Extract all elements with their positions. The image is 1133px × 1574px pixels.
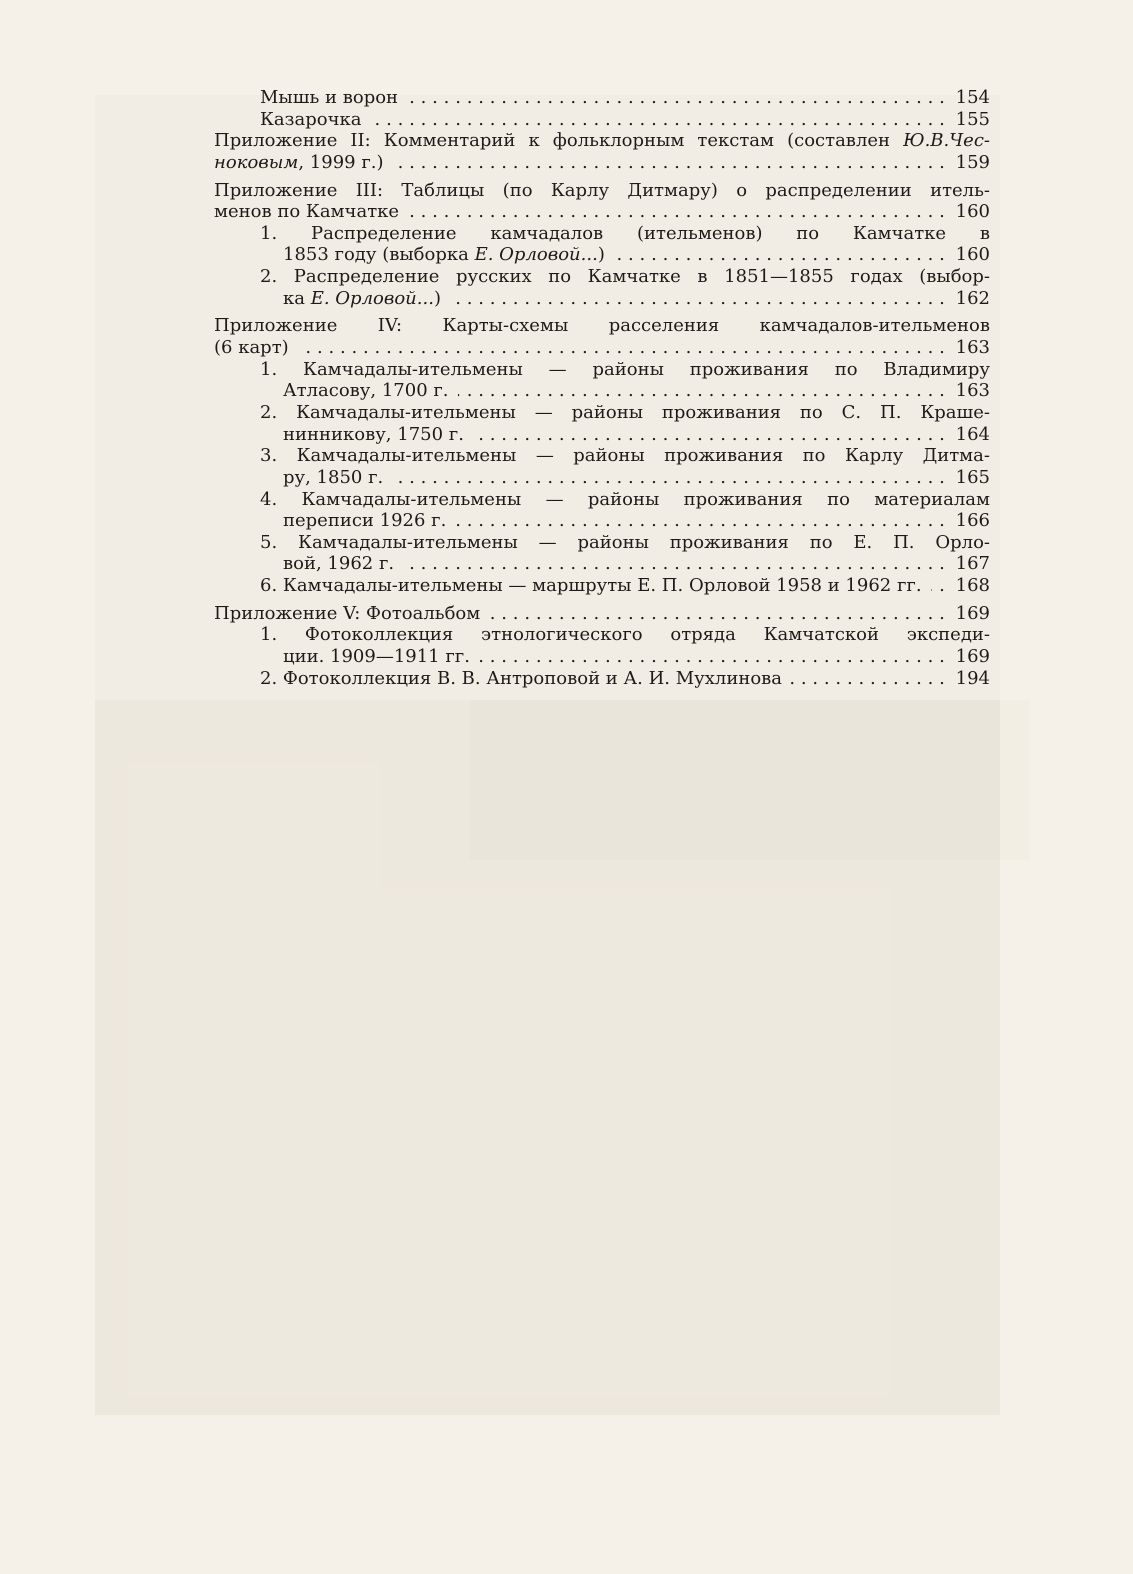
entry-line xyxy=(214,152,990,174)
entry-title xyxy=(283,646,470,668)
entry-text: ка xyxy=(283,287,311,309)
appendix-entry xyxy=(214,315,990,358)
appendix-section xyxy=(214,315,990,596)
entry-text: 1. Распределение камчадалов (ительменов) по Камчатке в xyxy=(260,222,990,244)
entry-line xyxy=(260,109,990,131)
emphasized-text: Е. Орловой... xyxy=(474,244,598,266)
entry-line xyxy=(260,467,990,489)
toc-subentry xyxy=(260,223,990,266)
entry-line xyxy=(260,424,990,446)
emphasized-text: Е. Орловой... xyxy=(310,287,434,309)
entry-text: 2. Распределение русских по Камчатке в 1851—1855 годах (выбор- xyxy=(260,266,990,288)
dot-leader xyxy=(407,87,951,109)
entry-line xyxy=(260,489,990,511)
toc-subentry xyxy=(260,668,990,690)
entry-title xyxy=(283,288,441,310)
page-number: 165 xyxy=(955,466,990,488)
entry-text: ции. 1909—1911 гг. xyxy=(283,646,470,668)
entry-line xyxy=(260,575,990,597)
toc-subentry xyxy=(260,445,990,488)
entry-line xyxy=(214,180,990,202)
dot-leader xyxy=(473,424,951,446)
appendix-section xyxy=(214,130,990,173)
toc-subentry xyxy=(260,87,990,109)
dot-leader xyxy=(393,152,951,174)
entry-title xyxy=(260,668,782,690)
entry-text: переписи 1926 г. xyxy=(283,510,447,532)
entry-title xyxy=(260,109,361,131)
entry-title xyxy=(214,337,289,359)
dot-leader xyxy=(455,510,950,532)
entry-text: Приложение V: Фотоальбом xyxy=(214,602,481,624)
entry-line xyxy=(260,266,990,288)
entry-text: менов по Камчатке xyxy=(214,201,400,223)
entry-text: Казарочка xyxy=(260,108,362,130)
entry-text: 2. Камчадалы-ительмены — районы проживания по С. П. Краше- xyxy=(260,401,990,423)
dot-leader xyxy=(392,467,950,489)
entry-text: 1853 году (выборка xyxy=(283,244,475,266)
appendix-entry xyxy=(214,180,990,223)
entry-line xyxy=(260,87,990,109)
emphasized-text: Ю.В.Чес- xyxy=(903,130,990,152)
dot-leader xyxy=(458,380,951,402)
entry-text: Приложение II: Комментарий к фольклорным текстам (составлен xyxy=(214,130,904,152)
dot-leader xyxy=(408,201,951,223)
page-number: 154 xyxy=(955,87,990,108)
dot-leader xyxy=(791,668,951,690)
dot-leader xyxy=(614,244,951,266)
entry-title xyxy=(214,603,480,625)
entry-text: 5. Камчадалы-ительмены — районы проживания по Е. П. Орло- xyxy=(260,531,990,553)
continued-items xyxy=(260,87,990,130)
entry-title xyxy=(260,575,922,597)
dot-leader xyxy=(489,603,950,625)
appendix-section xyxy=(214,603,990,690)
toc-subentry xyxy=(260,266,990,309)
entry-text: 3. Камчадалы-ительмены — районы проживания по Карлу Дитма- xyxy=(260,445,990,467)
entry-line xyxy=(260,244,990,266)
dot-leader xyxy=(370,109,950,131)
entry-text: ) xyxy=(597,244,605,266)
page-number: 160 xyxy=(955,201,990,223)
entry-text: 4. Камчадалы-ительмены — районы проживания по материалам xyxy=(260,488,990,510)
entry-title xyxy=(283,510,446,532)
emphasized-text: ноковым xyxy=(214,151,299,173)
entry-line xyxy=(260,359,990,381)
entry-text: , 1999 г.) xyxy=(298,151,384,173)
toc-subentry xyxy=(260,532,990,575)
entry-line xyxy=(214,337,990,359)
toc-subentry xyxy=(260,109,990,131)
page-number: 169 xyxy=(955,602,990,624)
entry-text: ру, 1850 г. xyxy=(283,466,384,488)
entry-title xyxy=(214,152,384,174)
page-number: 167 xyxy=(955,553,990,575)
page-number: 163 xyxy=(955,380,990,402)
entry-line xyxy=(260,646,990,668)
entry-line xyxy=(260,624,990,646)
entry-text: вой, 1962 г. xyxy=(283,553,395,575)
appendix-section xyxy=(214,180,990,310)
entry-text: Мышь и ворон xyxy=(260,87,399,108)
entry-text: 2. Фотоколлекция В. В. Антроповой и А. И. Мухлинова xyxy=(260,667,783,689)
toc-subentry xyxy=(260,359,990,402)
table-of-contents xyxy=(214,87,990,689)
entry-line xyxy=(260,510,990,532)
entry-text: нинникову, 1750 г. xyxy=(283,423,464,445)
entry-text: Атласову, 1700 г. xyxy=(283,380,449,402)
page-number: 162 xyxy=(955,287,990,309)
entry-title xyxy=(283,553,394,575)
dot-leader xyxy=(403,553,951,575)
entry-text: Приложение III: Таблицы (по Карлу Дитмару) о распределении итель- xyxy=(214,179,990,201)
toc-subentry xyxy=(260,575,990,597)
page-number: 155 xyxy=(955,108,990,130)
appendix-entry xyxy=(214,603,990,625)
entry-line xyxy=(260,445,990,467)
show-through-photo-shadow xyxy=(470,700,1030,860)
page-number: 164 xyxy=(955,423,990,445)
dot-leader xyxy=(931,575,951,597)
entry-line xyxy=(214,130,990,152)
page-number: 168 xyxy=(955,575,990,597)
entry-text: Приложение IV: Карты-схемы расселения камчадалов-ительменов xyxy=(214,315,990,337)
page-number: 163 xyxy=(955,337,990,359)
page-number: 159 xyxy=(955,151,990,173)
appendix-subentries xyxy=(260,624,990,689)
entry-line xyxy=(214,315,990,337)
page-number: 194 xyxy=(955,667,990,689)
entry-text: (6 карт) xyxy=(214,337,289,359)
entry-title xyxy=(260,87,398,109)
page-number: 166 xyxy=(955,510,990,532)
entry-title xyxy=(214,201,399,223)
entry-line xyxy=(214,201,990,223)
page-number: 160 xyxy=(955,244,990,266)
entry-text: 1. Фотоколлекция этнологического отряда Камчатской экспеди- xyxy=(260,624,990,646)
appendix-entry xyxy=(214,130,990,173)
entry-line xyxy=(260,532,990,554)
dot-leader xyxy=(450,288,951,310)
entry-text: ) xyxy=(433,287,441,309)
entry-line xyxy=(260,223,990,245)
entry-text: 6. Камчадалы-ительмены — маршруты Е. П. Орловой 1958 и 1962 гг. xyxy=(260,575,922,597)
entry-line xyxy=(260,402,990,424)
toc-subentry xyxy=(260,402,990,445)
appendix-subentries xyxy=(260,359,990,597)
entry-title xyxy=(283,380,449,402)
toc-subentry xyxy=(260,489,990,532)
show-through-photo-shadow xyxy=(95,700,1000,1415)
toc-subentry xyxy=(260,624,990,667)
entry-title xyxy=(283,424,464,446)
entry-title xyxy=(283,467,383,489)
entry-line xyxy=(260,380,990,402)
entry-line xyxy=(214,603,990,625)
entry-title xyxy=(283,244,605,266)
appendix-subentries xyxy=(260,223,990,310)
dot-leader xyxy=(479,646,951,668)
entry-text: 1. Камчадалы-ительмены — районы проживания по Владимиру xyxy=(260,358,990,380)
page-number: 169 xyxy=(955,646,990,668)
dot-leader xyxy=(298,337,951,359)
entry-line xyxy=(260,553,990,575)
entry-line xyxy=(260,668,990,690)
entry-line xyxy=(260,288,990,310)
